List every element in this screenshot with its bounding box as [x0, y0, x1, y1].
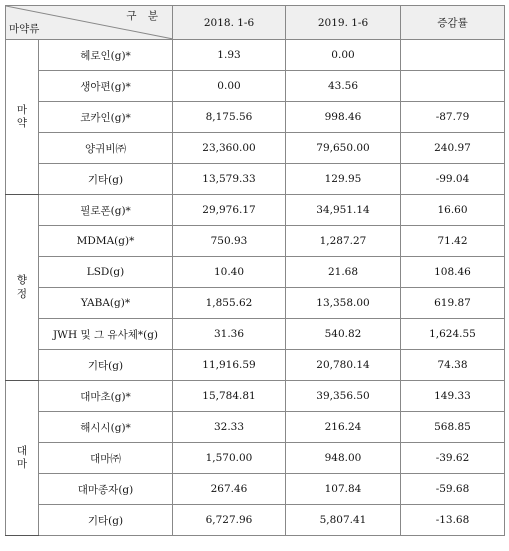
change-rate-cell [401, 71, 505, 102]
table-row [6, 71, 505, 102]
category-cell [6, 381, 39, 536]
item-name-cell: 헤로인(g)* [39, 40, 173, 71]
corner-header-bottom: 마약류 [9, 23, 40, 35]
header-2019: 2019. 1-6 [286, 6, 401, 40]
value-2019-cell: 998.46 [286, 102, 401, 133]
change-rate-cell: 149.33 [401, 381, 505, 412]
category-cell [6, 195, 39, 381]
item-name-cell: 코카인(g)* [39, 102, 173, 133]
value-2019-cell: 21.68 [286, 257, 401, 288]
table-row [6, 381, 505, 412]
seizure-statistics-table [5, 5, 505, 536]
table-row [6, 40, 505, 71]
item-name-cell: 기타(g) [39, 350, 173, 381]
value-2019-cell: 34,951.14 [286, 195, 401, 226]
item-name-cell: 생아편(g)* [39, 71, 173, 102]
table-row [6, 443, 505, 474]
table-row [6, 288, 505, 319]
value-2019-cell: 5,807.41 [286, 505, 401, 536]
item-name-cell: JWH 및 그 유사체*(g) [39, 319, 173, 350]
category-char: 마 [16, 458, 28, 470]
item-name-cell: LSD(g) [39, 257, 173, 288]
table-row [6, 164, 505, 195]
change-rate-cell: 16.60 [401, 195, 505, 226]
value-2019-cell: 216.24 [286, 412, 401, 443]
value-2018-cell: 15,784.81 [173, 381, 286, 412]
item-name-cell: YABA(g)* [39, 288, 173, 319]
change-rate-cell [401, 40, 505, 71]
change-rate-cell: 568.85 [401, 412, 505, 443]
value-2018-cell: 13,579.33 [173, 164, 286, 195]
corner-header-top: 구 분 [126, 10, 162, 22]
value-2018-cell: 23,360.00 [173, 133, 286, 164]
category-char: 정 [16, 287, 28, 300]
item-name-cell: 해시시(g)* [39, 412, 173, 443]
table-row [6, 474, 505, 505]
item-name-cell: 양귀비㈜ [39, 133, 173, 164]
category-char: 대 [16, 444, 28, 457]
table-row [6, 319, 505, 350]
category-char: 마 [16, 103, 28, 116]
value-2019-cell: 43.56 [286, 71, 401, 102]
value-2019-cell: 0.00 [286, 40, 401, 71]
category-char: 향 [16, 274, 28, 287]
change-rate-cell: 71.42 [401, 226, 505, 257]
table-row [6, 505, 505, 536]
value-2018-cell: 0.00 [173, 71, 286, 102]
value-2018-cell: 29,976.17 [173, 195, 286, 226]
value-2019-cell: 20,780.14 [286, 350, 401, 381]
corner-header-cell [6, 6, 173, 40]
value-2018-cell: 1,570.00 [173, 443, 286, 474]
table-row [6, 412, 505, 443]
value-2019-cell: 107.84 [286, 474, 401, 505]
category-char: 약 [16, 117, 28, 129]
value-2019-cell: 79,650.00 [286, 133, 401, 164]
table-row [6, 257, 505, 288]
value-2018-cell: 8,175.56 [173, 102, 286, 133]
seizure-statistics-table-container [5, 5, 504, 546]
value-2018-cell: 750.93 [173, 226, 286, 257]
table-row [6, 102, 505, 133]
header-row [6, 6, 505, 40]
table-row [6, 133, 505, 164]
value-2019-cell: 540.82 [286, 319, 401, 350]
item-name-cell: 대마초(g)* [39, 381, 173, 412]
item-name-cell: 대마종자(g) [39, 474, 173, 505]
change-rate-cell: -13.68 [401, 505, 505, 536]
value-2018-cell: 31.36 [173, 319, 286, 350]
change-rate-cell: 108.46 [401, 257, 505, 288]
value-2019-cell: 39,356.50 [286, 381, 401, 412]
table-row [6, 350, 505, 381]
change-rate-cell: -99.04 [401, 164, 505, 195]
item-name-cell: MDMA(g)* [39, 226, 173, 257]
header-2018: 2018. 1-6 [173, 6, 286, 40]
value-2019-cell: 1,287.27 [286, 226, 401, 257]
value-2018-cell: 32.33 [173, 412, 286, 443]
change-rate-cell: 619.87 [401, 288, 505, 319]
value-2019-cell: 948.00 [286, 443, 401, 474]
change-rate-cell: 74.38 [401, 350, 505, 381]
value-2019-cell: 129.95 [286, 164, 401, 195]
item-name-cell: 필로폰(g)* [39, 195, 173, 226]
table-row [6, 226, 505, 257]
change-rate-cell: 240.97 [401, 133, 505, 164]
value-2018-cell: 1,855.62 [173, 288, 286, 319]
item-name-cell: 기타(g) [39, 164, 173, 195]
value-2018-cell: 11,916.59 [173, 350, 286, 381]
value-2018-cell: 1.93 [173, 40, 286, 71]
item-name-cell: 기타(g) [39, 505, 173, 536]
value-2019-cell: 13,358.00 [286, 288, 401, 319]
value-2018-cell: 6,727.96 [173, 505, 286, 536]
item-name-cell: 대마㈜ [39, 443, 173, 474]
change-rate-cell: -39.62 [401, 443, 505, 474]
value-2018-cell: 10.40 [173, 257, 286, 288]
table-row [6, 195, 505, 226]
value-2018-cell: 267.46 [173, 474, 286, 505]
change-rate-cell: 1,624.55 [401, 319, 505, 350]
category-cell [6, 40, 39, 195]
change-rate-cell: -87.79 [401, 102, 505, 133]
header-change-rate: 증감률 [401, 6, 505, 40]
change-rate-cell: -59.68 [401, 474, 505, 505]
